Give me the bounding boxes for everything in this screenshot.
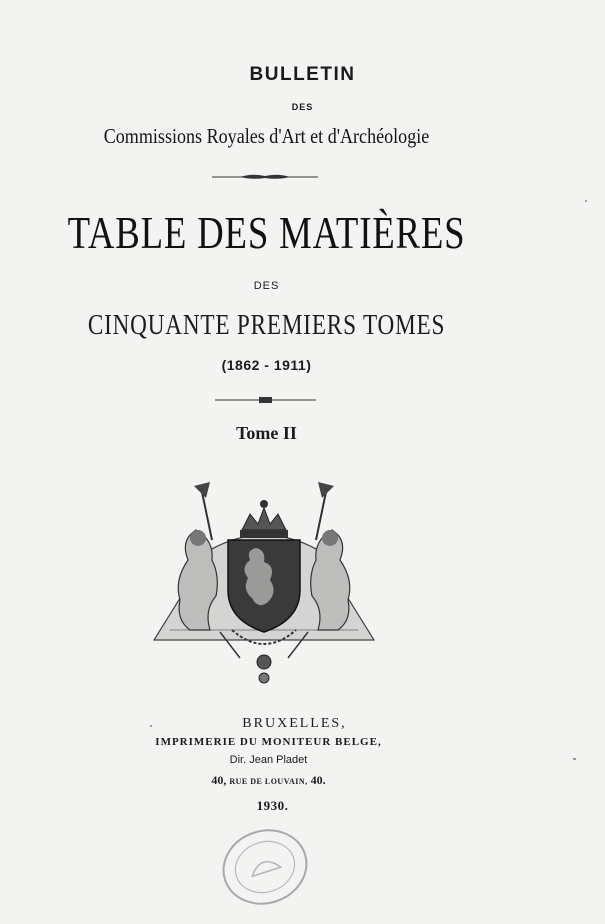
address-number: 40, bbox=[211, 773, 227, 787]
year-range: (1862 - 1911) bbox=[221, 357, 312, 373]
belgian-coat-of-arms-icon bbox=[150, 480, 378, 690]
library-stamp-icon bbox=[210, 822, 320, 912]
address-street: RUE DE LOUVAIN, bbox=[229, 777, 308, 786]
paper-speck bbox=[585, 200, 587, 202]
volume-label: Tome II bbox=[236, 423, 297, 443]
rule-ornament-top-icon bbox=[210, 172, 320, 182]
paper-speck bbox=[573, 758, 576, 760]
publication-year: 1930. bbox=[256, 798, 289, 813]
des-small-2: DES bbox=[253, 280, 280, 292]
des-small-1: DES bbox=[291, 102, 314, 112]
subtitle: CINQUANTE PREMIERS TOMES bbox=[87, 309, 446, 341]
rule-ornament-mid-icon bbox=[213, 395, 318, 405]
main-title: TABLE DES MATIÈRES bbox=[67, 207, 466, 258]
imprint-city: BRUXELLES, bbox=[242, 716, 347, 731]
paper-speck bbox=[150, 725, 152, 727]
address-number-2: 40. bbox=[310, 773, 326, 787]
imprint-printer: IMPRIMERIE DU MONITEUR BELGE, bbox=[155, 736, 382, 748]
bulletin-heading: BULLETIN bbox=[249, 64, 356, 85]
commissions-line: Commissions Royales d'Art et d'Archéologie bbox=[103, 124, 430, 148]
imprint-director: Dir. Jean Pladet bbox=[229, 754, 308, 766]
imprint-address bbox=[0, 773, 571, 788]
